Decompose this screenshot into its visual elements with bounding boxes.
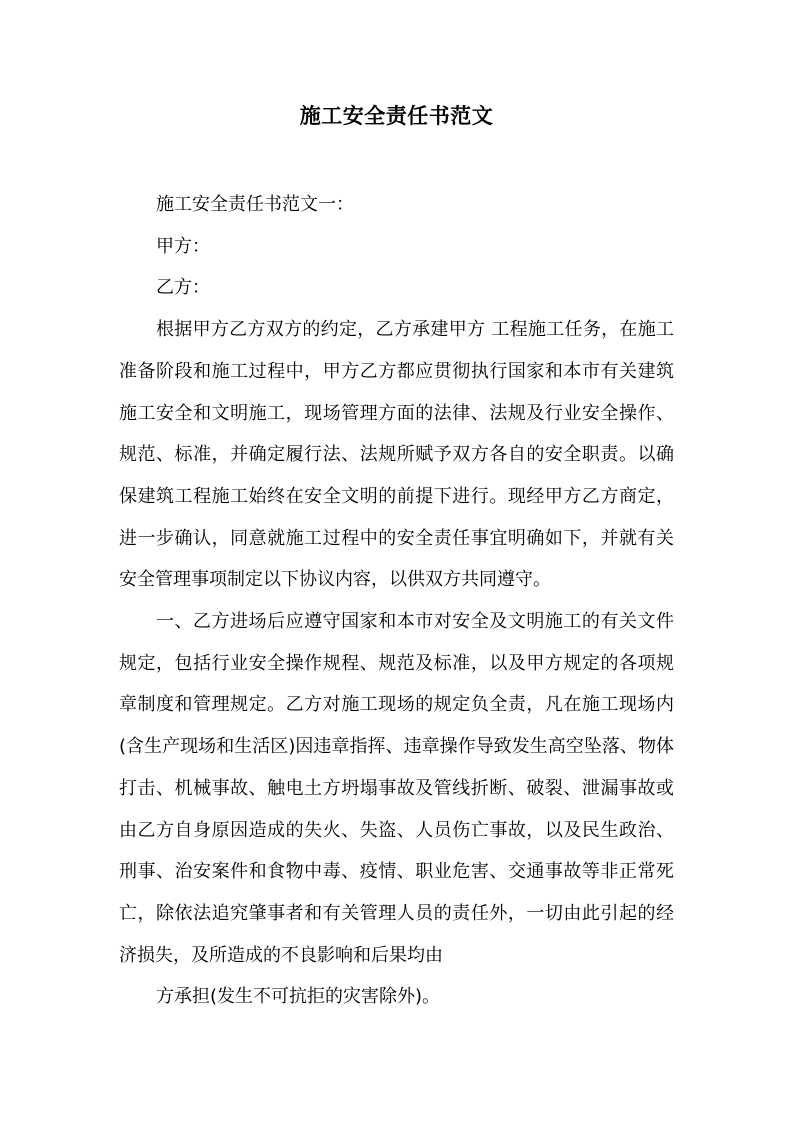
party-b-line: 乙方： xyxy=(156,277,210,299)
intro-paragraph: 根据甲方乙方双方的约定，乙方承建甲方 工程施工任务，在施工准备阶段和施工过程中，甲方乙方都应贯彻执行国家和本市有关建筑施工安全和文明施工，现场管理方面的法律、法规及行业安全操作、规范、标准，并确定履行法、法规所赋予双方各自的安全职责。以确保建筑工程施工始终在安全文明的前提下进行。现经甲方乙方商定，进一步确认，同意就施工过程中的安全责任事宜明确如下，并就有关安全管理事项制定以下协议内容，以供双方共同遵守。 xyxy=(119,319,674,591)
party-a-line: 甲方： xyxy=(156,235,210,257)
clause-one-paragraph: 一、乙方进场后应遵守国家和本市对安全及文明施工的有关文件规定，包括行业安全操作规程、规范及标准，以及甲方规定的各项规章制度和管理规定。乙方对施工现场的规定负全责，凡在施工现场内(含生产现场和生活区)因违章指挥、违章操作导致发生高空坠落、物体打击、机械事故、触电土方坍塌事故及管线折断、破裂、泄漏事故或由乙方自身原因造成的失火、失盗、人员伤亡事故，以及民生政治、刑事、治安案件和食物中毒、疫情、职业危害、交通事故等非正常死亡，除依法追究肇事者和有关管理人员的责任外，一切由此引起的经济损失，及所造成的不良影响和后果均由 xyxy=(119,611,674,966)
heading-line: 施工安全责任书范文一： xyxy=(156,194,354,215)
clause-one-continuation: 方承担(发生不可抗拒的灾害除外)。 xyxy=(156,986,441,1008)
document-body xyxy=(119,184,674,1018)
page-title: 施工安全责任书范文 xyxy=(299,104,494,128)
